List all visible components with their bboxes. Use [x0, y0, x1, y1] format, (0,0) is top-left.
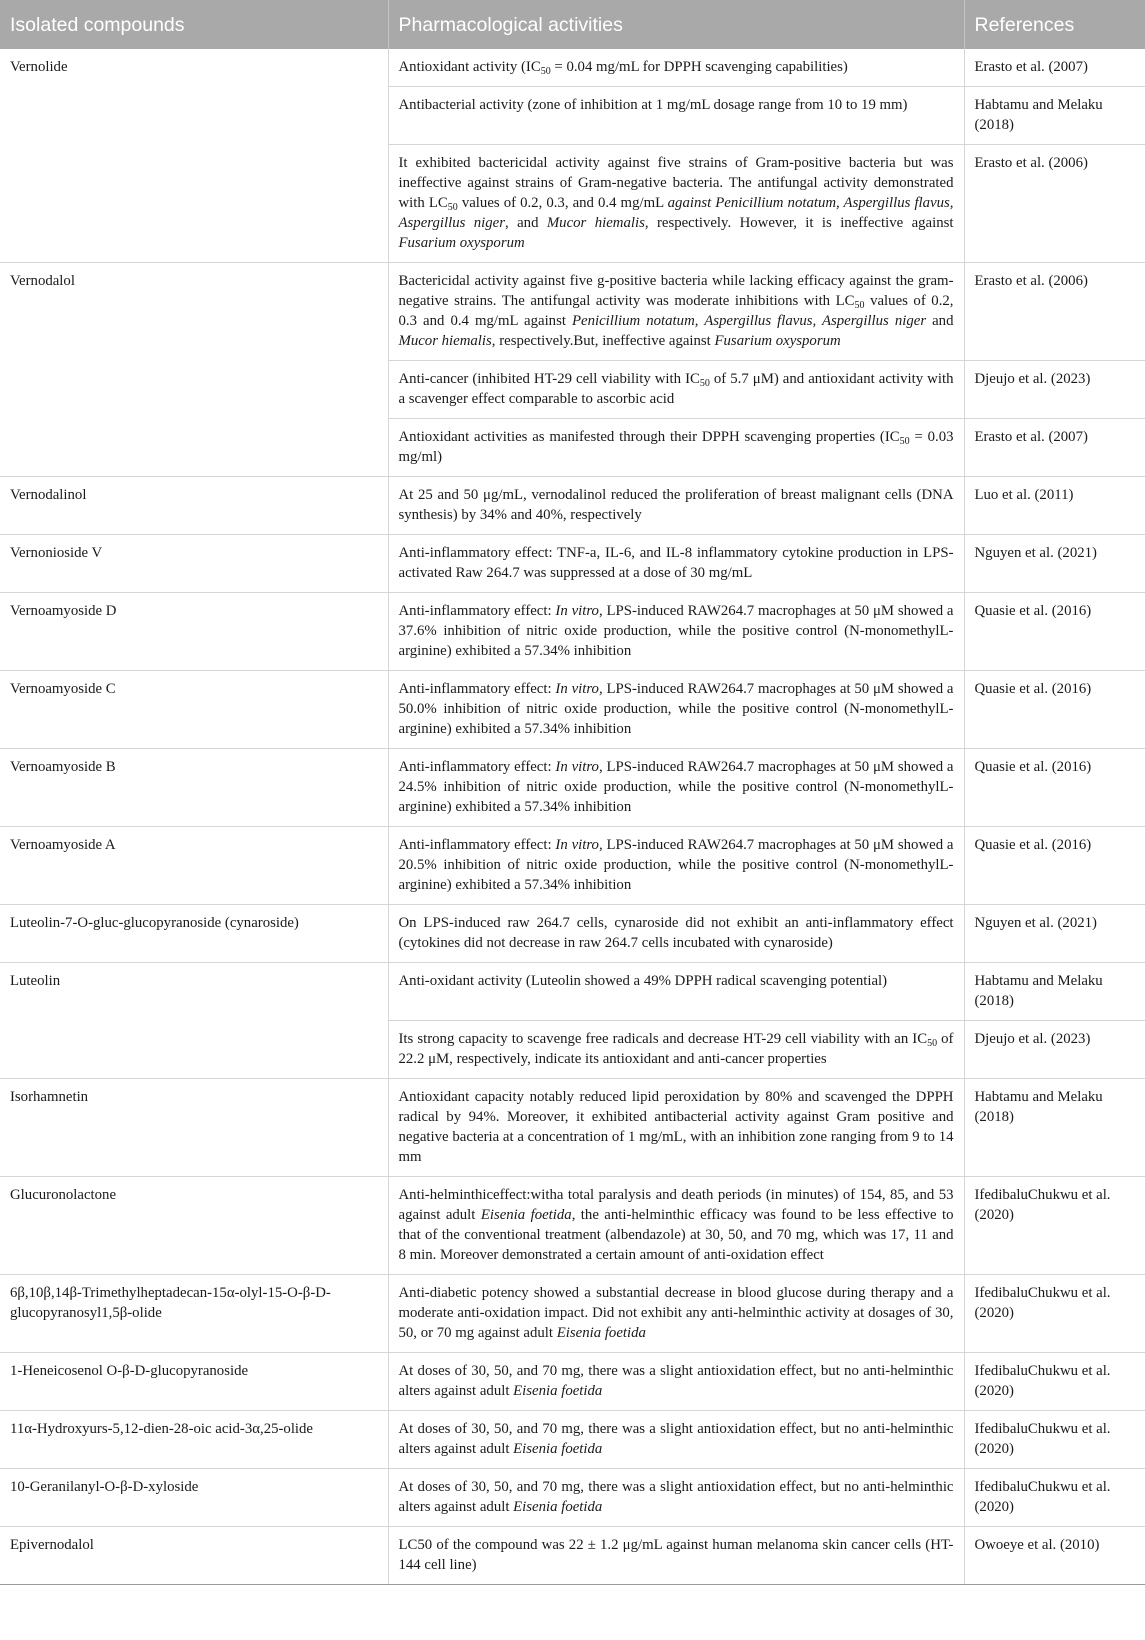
activity-text-segment: 50 [699, 378, 710, 389]
activity-text-segment: = 0.03 mg/ml) [398, 429, 954, 465]
activity-cell [388, 671, 964, 749]
activity-text-segment: 50 [854, 300, 865, 311]
reference-cell: IfedibaluChukwu et al. (2020) [964, 1411, 1145, 1469]
reference-cell: IfedibaluChukwu et al. (2020) [964, 1469, 1145, 1527]
table-row [0, 535, 1145, 593]
activity-cell [388, 963, 964, 1021]
compound-cell: Vernolide [0, 49, 388, 263]
header-row [0, 0, 1145, 49]
table-row [0, 1469, 1145, 1527]
activity-text-segment: Its strong capacity to scavenge free radicals and decrease HT-29 cell viability with an IC [398, 1031, 928, 1047]
activity-text-segment: Eisenia foetida [513, 1383, 603, 1399]
reference-cell: Quasie et al. (2016) [964, 671, 1145, 749]
activity-text-segment: In vitro [555, 603, 599, 619]
reference-cell: Erasto et al. (2007) [964, 49, 1145, 87]
compound-cell: Vernoamyoside C [0, 671, 388, 749]
activity-text-segment: Penicillium notatum, Aspergillus flavus, Aspergillus niger [572, 313, 927, 329]
activity-text-segment: LC50 of the compound was 22 ± 1.2 μg/mL against human melanoma skin cancer cells (HT-144 cell line) [398, 1537, 954, 1573]
compound-cell: Vernoamyoside A [0, 827, 388, 905]
activity-text-segment: Bactericidal activity against five g-positive bacteria while lacking efficacy against the gram-negative strains. The antifungal activity was moderate inhibitions with LC [398, 273, 954, 309]
activity-cell [388, 477, 964, 535]
activity-cell [388, 263, 964, 361]
activity-text-segment: of 22.2 μM, respectively, indicate its antioxidant and anti-cancer properties [398, 1031, 954, 1067]
activity-cell [388, 1527, 964, 1585]
activity-text-segment: , respectively.But, ineffective against [491, 333, 715, 349]
reference-cell: Djeujo et al. (2023) [964, 361, 1145, 419]
activity-text-segment: Anti-inflammatory effect: [398, 759, 556, 775]
activity-cell [388, 361, 964, 419]
activity-text-segment: values of 0.2, 0.3, and 0.4 mg/mL [457, 195, 668, 211]
activity-text-segment: values of 0.2, 0.3 and 0.4 mg/mL against [398, 293, 954, 329]
activity-text-segment: It exhibited bactericidal activity against five strains of Gram-positive bacteria but was ineffective against strains of Gram-negative bacteria. The antifungal activity demonstrated with LC [398, 155, 954, 211]
reference-cell: Habtamu and Melaku (2018) [964, 1079, 1145, 1177]
table-row [0, 1353, 1145, 1411]
table-body [0, 49, 1145, 1585]
table-row [0, 593, 1145, 671]
activity-cell [388, 145, 964, 263]
activity-text-segment: , LPS-induced RAW264.7 macrophages at 50 μM showed a 24.5% inhibition of nitric oxide production, while the positive control (N-monomethylL-arginine) exhibited a 57.34% inhibition [398, 759, 954, 815]
activity-text-segment: , respectively. However, it is ineffective against [644, 215, 954, 231]
activity-text-segment: Antioxidant activity (IC [398, 59, 541, 75]
activity-text-segment: Mucor hiemalis [398, 333, 492, 349]
activity-cell [388, 1177, 964, 1275]
reference-cell: Quasie et al. (2016) [964, 827, 1145, 905]
activity-text-segment: Anti-diabetic potency showed a substantial decrease in blood glucose during therapy and a moderate anti-oxidation impact. Did not exhibit any anti-helminthic activity at dosages of 30, 50, or 70 mg against adult [398, 1285, 954, 1341]
activity-text-segment: Antibacterial activity (zone of inhibition at 1 mg/mL dosage range from 10 to 19 mm) [398, 97, 908, 113]
activity-text-segment: , LPS-induced RAW264.7 macrophages at 50 μM showed a 50.0% inhibition of nitric oxide production, while the positive control (N-monomethylL-arginine) exhibited a 57.34% inhibition [398, 681, 954, 737]
activity-cell [388, 749, 964, 827]
table-row [0, 905, 1145, 963]
activity-cell [388, 49, 964, 87]
activity-cell [388, 593, 964, 671]
header-references: References [964, 0, 1145, 49]
table-header [0, 0, 1145, 49]
compound-cell: Vernodalinol [0, 477, 388, 535]
activity-text-segment: On LPS-induced raw 264.7 cells, cynaroside did not exhibit an anti-inflammatory effect (cytokines did not decrease in raw 264.7 cells incubated with cynaroside) [398, 915, 954, 951]
activity-cell [388, 827, 964, 905]
table-row [0, 671, 1145, 749]
table-row [0, 963, 1145, 1021]
reference-cell: Quasie et al. (2016) [964, 749, 1145, 827]
activity-cell [388, 1021, 964, 1079]
table-row [0, 1275, 1145, 1353]
activity-text-segment: 50 [447, 202, 458, 213]
activity-text-segment: 50 [927, 1038, 938, 1049]
activity-text-segment: , the anti-helminthic efficacy was found to be less effective to that of the conventional treatment (albendazole) at 30, 50, and 70 mg, which was 17, 11 and 8 min. Moreover demonstrated a certain amount of anti-oxidation effect [398, 1207, 954, 1263]
activity-text-segment: Antioxidant activities as manifested through their DPPH scavenging properties (IC [398, 429, 900, 445]
reference-cell: Erasto et al. (2006) [964, 263, 1145, 361]
activity-text-segment: At doses of 30, 50, and 70 mg, there was a slight antioxidation effect, but no anti-helminthic alters against adult [398, 1421, 954, 1457]
activity-text-segment: and [926, 313, 954, 329]
compound-cell: 11α-Hydroxyurs-5,12-dien-28-oic acid-3α,25-olide [0, 1411, 388, 1469]
reference-cell: IfedibaluChukwu et al. (2020) [964, 1275, 1145, 1353]
activity-cell [388, 1469, 964, 1527]
reference-cell: Nguyen et al. (2021) [964, 535, 1145, 593]
header-activities: Pharmacological activities [388, 0, 964, 49]
activity-text-segment: Eisenia foetida [513, 1499, 603, 1515]
activity-text-segment: against Penicillium notatum, Aspergillus flavus, Aspergillus niger [398, 195, 954, 231]
compound-cell: Vernoamyoside B [0, 749, 388, 827]
activity-text-segment: Fusarium oxysporum [398, 235, 525, 251]
activity-text-segment: , LPS-induced RAW264.7 macrophages at 50 μM showed a 20.5% inhibition of nitric oxide production, while the positive control (N-monomethylL-arginine) exhibited a 57.34% inhibition [398, 837, 954, 893]
activity-cell [388, 1353, 964, 1411]
reference-cell: Owoeye et al. (2010) [964, 1527, 1145, 1585]
activity-text-segment: Anti-cancer (inhibited HT-29 cell viability with IC [398, 371, 700, 387]
activity-text-segment: At doses of 30, 50, and 70 mg, there was a slight antioxidation effect, but no anti-helminthic alters against adult [398, 1479, 954, 1515]
activity-text-segment: Anti-oxidant activity (Luteolin showed a 49% DPPH radical scavenging potential) [398, 973, 888, 989]
table-row [0, 1177, 1145, 1275]
compound-cell: 1-Heneicosenol O-β-D-glucopyranoside [0, 1353, 388, 1411]
compound-cell: 10-Geranilanyl-O-β-D-xyloside [0, 1469, 388, 1527]
compound-cell: Epivernodalol [0, 1527, 388, 1585]
activity-cell [388, 535, 964, 593]
reference-cell: Quasie et al. (2016) [964, 593, 1145, 671]
compound-cell: Vernoamyoside D [0, 593, 388, 671]
header-compounds: Isolated compounds [0, 0, 388, 49]
reference-cell: Habtamu and Melaku (2018) [964, 87, 1145, 145]
activity-text-segment: Anti-helminthiceffect:witha total paralysis and death periods (in minutes) of 154, 85, and 53 against adult [398, 1187, 954, 1223]
activity-cell [388, 1275, 964, 1353]
activity-text-segment: Eisenia foetida [480, 1207, 572, 1223]
activity-text-segment: In vitro [555, 681, 599, 697]
reference-cell: Erasto et al. (2006) [964, 145, 1145, 263]
activity-cell [388, 1079, 964, 1177]
activity-text-segment: Antioxidant capacity notably reduced lipid peroxidation by 80% and scavenged the DPPH radical by 94%. Moreover, it exhibited antibacterial activity against Gram positive and negative bacteria at a concentration of 1 mg/mL, with an inhibition zone ranging from 9 to 14 mm [398, 1089, 954, 1165]
compound-cell: Glucuronolactone [0, 1177, 388, 1275]
table-row [0, 749, 1145, 827]
compound-cell: Isorhamnetin [0, 1079, 388, 1177]
activity-text-segment: Mucor hiemalis [546, 215, 645, 231]
compound-cell: Vernodalol [0, 263, 388, 477]
activity-text-segment: Anti-inflammatory effect: [398, 603, 556, 619]
table-row [0, 263, 1145, 361]
activity-text-segment: = 0.04 mg/mL for DPPH scavenging capabilities) [550, 59, 848, 75]
activity-text-segment: In vitro [555, 759, 599, 775]
activity-cell [388, 87, 964, 145]
table-row [0, 477, 1145, 535]
activity-text-segment: , and [505, 215, 547, 231]
activity-cell [388, 419, 964, 477]
activity-cell [388, 905, 964, 963]
activity-text-segment: In vitro [555, 837, 599, 853]
compound-cell: Vernonioside V [0, 535, 388, 593]
table-row [0, 1079, 1145, 1177]
reference-cell: Djeujo et al. (2023) [964, 1021, 1145, 1079]
activity-text-segment: Fusarium oxysporum [714, 333, 841, 349]
activity-text-segment: of 5.7 μM) and antioxidant activity with a scavenger effect comparable to ascorbic acid [398, 371, 954, 407]
table-row [0, 1527, 1145, 1585]
activity-text-segment: Eisenia foetida [513, 1441, 603, 1457]
reference-cell: Nguyen et al. (2021) [964, 905, 1145, 963]
activity-text-segment: At doses of 30, 50, and 70 mg, there was a slight antioxidation effect, but no anti-helminthic alters against adult [398, 1363, 954, 1399]
table-row [0, 49, 1145, 87]
activity-text-segment: Eisenia foetida [556, 1325, 646, 1341]
reference-cell: IfedibaluChukwu et al. (2020) [964, 1177, 1145, 1275]
table-row [0, 1411, 1145, 1469]
compound-cell: Luteolin [0, 963, 388, 1079]
activity-text-segment: Anti-inflammatory effect: [398, 681, 556, 697]
activity-text-segment: 50 [540, 66, 551, 77]
compound-cell: 6β,10β,14β-Trimethylheptadecan-15α-olyl-15-O-β-D-glucopyranosyl1,5β-olide [0, 1275, 388, 1353]
reference-cell: Erasto et al. (2007) [964, 419, 1145, 477]
table-row [0, 827, 1145, 905]
activity-text-segment: Anti-inflammatory effect: TNF-a, IL-6, and IL-8 inflammatory cytokine production in LPS-activated Raw 264.7 was suppressed at a dose of 30 mg/mL [398, 545, 954, 581]
reference-cell: Habtamu and Melaku (2018) [964, 963, 1145, 1021]
activity-text-segment: 50 [899, 436, 910, 447]
compound-cell: Luteolin-7-O-gluc-glucopyranoside (cynaroside) [0, 905, 388, 963]
activity-cell [388, 1411, 964, 1469]
activity-text-segment: , LPS-induced RAW264.7 macrophages at 50 μM showed a 37.6% inhibition of nitric oxide production, while the positive control (N-monomethylL-arginine) exhibited a 57.34% inhibition [398, 603, 954, 659]
reference-cell: Luo et al. (2011) [964, 477, 1145, 535]
reference-cell: IfedibaluChukwu et al. (2020) [964, 1353, 1145, 1411]
activity-text-segment: Anti-inflammatory effect: [398, 837, 556, 853]
activity-text-segment: At 25 and 50 μg/mL, vernodalinol reduced the proliferation of breast malignant cells (DNA synthesis) by 34% and 40%, respectively [398, 487, 954, 523]
